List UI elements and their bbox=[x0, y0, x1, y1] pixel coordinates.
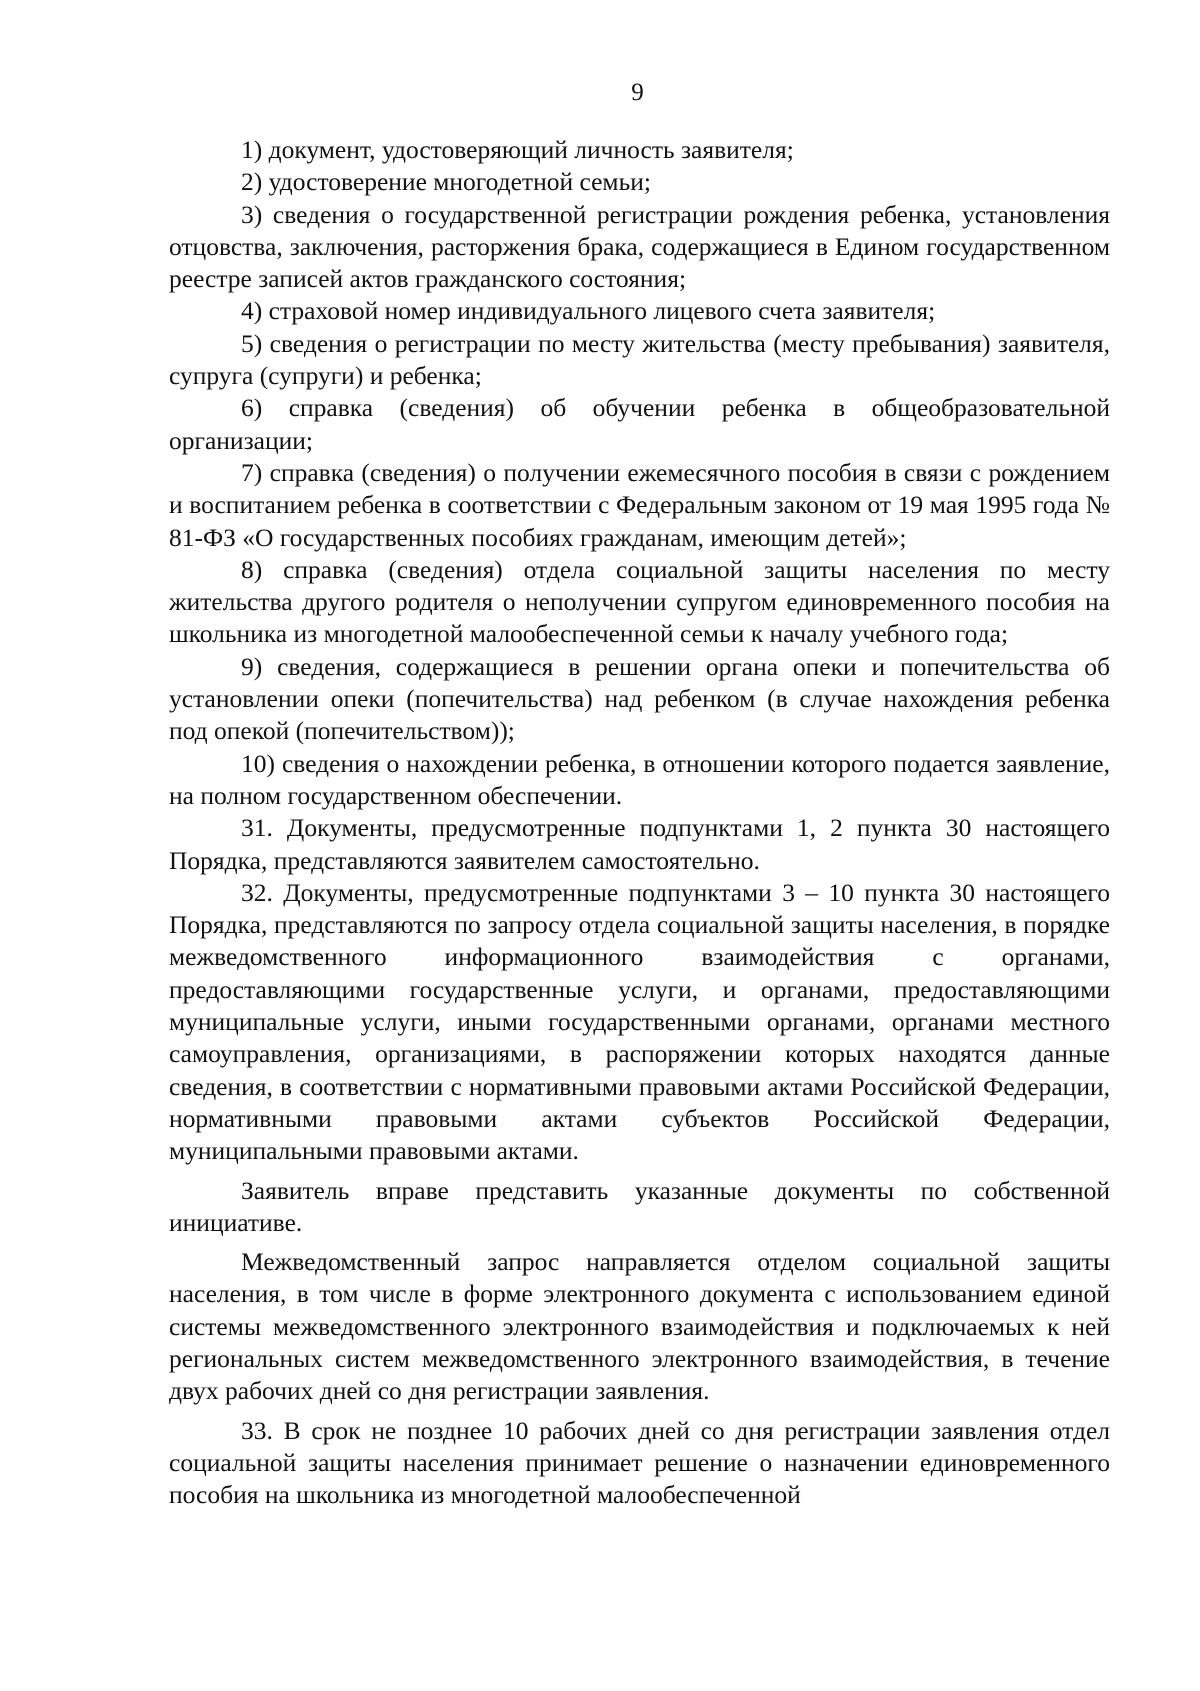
list-item-8: 8) справка (сведения) отдела социальной защиты населения по месту жительства другого родителя о неполучении супругом единовременного пособия на школьника из многодетной малообеспеченной семьи к началу учебного года; bbox=[169, 554, 1110, 649]
clause-32: 32. Документы, предусмотренные подпунктами 3 – 10 пункта 30 настоящего Порядка, представляются по запросу отдела социальной защиты населения, в порядке межведомственного информационного взаимодействия с органами, предоставляющими государственные услуги, и органами, предоставляющими муниципальные услуги, иными государственными органами, органами местного самоуправления, организациями, в распоряжении которых находятся данные сведения, в соответствии с нормативными правовыми актами Российской Федерации, нормативными правовыми актами субъектов Российской Федерации, муниципальными правовыми актами. bbox=[169, 877, 1110, 1166]
clause-33: 33. В срок не позднее 10 рабочих дней со дня регистрации заявления отдел социальной защиты населения принимает решение о назначении единовременного пособия на школьника из многодетной малообеспеченной bbox=[169, 1415, 1110, 1510]
list-item-5: 5) сведения о регистрации по месту жительства (месту пребывания) заявителя, супруга (супруги) и ребенка; bbox=[169, 328, 1110, 391]
paragraph-applicant-right: Заявитель вправе представить указанные документы по собственной инициативе. bbox=[169, 1175, 1110, 1237]
list-item-9: 9) сведения, содержащиеся в решении органа опеки и попечительства об установлении опеки (попечительства) над ребенком (в случае нахождения ребенка под опекой (попечительством)); bbox=[169, 651, 1110, 746]
list-item-4: 4) страховой номер индивидуального лицевого счета заявителя; bbox=[241, 296, 936, 326]
list-item-7: 7) справка (сведения) о получении ежемесячного пособия в связи с рождением и воспитанием ребенка в соответствии с Федеральным законом от 19 мая 1995 года № 81-ФЗ «О государственных пособиях гражданам, имеющим детей»; bbox=[169, 457, 1110, 552]
paragraph-interagency-request: Межведомственный запрос направляется отделом социальной защиты населения, в том числе в форме электронного документа с использованием единой системы межведомственного электронного взаимодействия и подключаемых к ней региональных систем межведомственного электронного взаимодействия, в течение двух рабочих дней со дня регистрации заявления. bbox=[169, 1247, 1110, 1406]
list-item-1: 1) документ, удостоверяющий личность заявителя; bbox=[241, 135, 794, 164]
page-number: 9 bbox=[631, 79, 644, 106]
list-item-3: 3) сведения о государственной регистрации рождения ребенка, установления отцовства, заключения, расторжения брака, содержащиеся в Едином государственном реестре записей актов гражданского состояния; bbox=[169, 199, 1110, 294]
clause-31: 31. Документы, предусмотренные подпунктами 1, 2 пункта 30 настоящего Порядка, представляются заявителем самостоятельно. bbox=[169, 813, 1110, 875]
list-item-6: 6) справка (сведения) об обучении ребенка в общеобразовательной организации; bbox=[169, 393, 1110, 455]
list-item-2: 2) удостоверение многодетной семьи; bbox=[241, 167, 651, 197]
list-item-10: 10) сведения о нахождении ребенка, в отношении которого подается заявление, на полном государственном обеспечении. bbox=[169, 748, 1110, 810]
document-body bbox=[169, 134, 1110, 1511]
